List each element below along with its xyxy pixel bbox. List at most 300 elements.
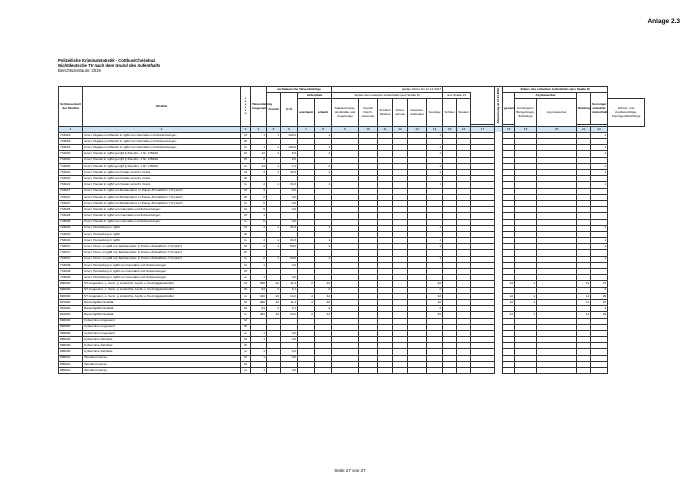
- table-cell: 1: [515, 312, 537, 318]
- table-cell: 100,0: [281, 145, 298, 151]
- header-sonstiger: Sonstiger erlaubter Aufenthalt: [591, 93, 608, 125]
- cell-straftat: Tatmittel Internet: [83, 368, 241, 374]
- table-cell: 2: [251, 157, 267, 163]
- cell-schluessel: 734647: [59, 256, 83, 262]
- table-cell: 1: [591, 238, 608, 244]
- cell-schluessel: 734622: [59, 170, 83, 176]
- table-cell: 33,3: [281, 170, 298, 176]
- table-cell: G: [241, 330, 251, 336]
- table-cell: 1: [267, 132, 281, 138]
- table-cell: 42: [427, 293, 443, 299]
- cell-straftat: Unerl. Handel in nglM von Kokain einschl. Crack: [83, 176, 241, 182]
- table-cell: M: [241, 355, 251, 361]
- table-cell: 11,4: [281, 281, 298, 287]
- column-number: 9: [332, 127, 359, 133]
- table-cell: G: [241, 200, 251, 206]
- header-status: Status des erlaubten Aufenthalts (aus Spalte 8): [503, 87, 608, 93]
- table-cell: M: [241, 188, 251, 194]
- table-cell: G: [241, 275, 251, 281]
- table-cell: 0,0: [281, 262, 298, 268]
- table-cell: [457, 368, 471, 374]
- header-anlass: Anlass des erlaubten Aufenthalts (aus Spalte 8): [332, 93, 443, 99]
- table-cell: M: [241, 151, 251, 157]
- table-cell: 2: [591, 306, 608, 312]
- table-cell: M: [241, 281, 251, 287]
- header-gueltig: gültige Werte bis 31.12.2017: [332, 87, 443, 93]
- table-cell: 44: [267, 293, 281, 299]
- statistics-table: [58, 86, 645, 374]
- table-cell: 12: [503, 281, 515, 287]
- table-cell: W: [241, 231, 251, 237]
- cell-schluessel: 734640: [59, 238, 83, 244]
- header-duldung: Duldung: [577, 93, 591, 125]
- table-cell: 0,0: [281, 275, 298, 281]
- table-cell: 0,0: [281, 200, 298, 206]
- table-cell: 29: [591, 312, 608, 318]
- header-tatverdaechtig: Tatverdächtig insgesamt: [251, 87, 267, 127]
- table-cell: [298, 368, 315, 374]
- cell-schluessel: 896000: [59, 318, 83, 324]
- cell-straftat: Unerl. Handel in nglM von Cannabis und Zubereitungen: [83, 219, 241, 225]
- column-number: 17: [471, 127, 495, 133]
- table-cell: 3,1: [281, 287, 298, 293]
- cell-schluessel: 734627: [59, 200, 83, 206]
- table-cell: 40: [427, 299, 443, 305]
- cell-schluessel: 734640: [59, 225, 83, 231]
- table-cell: 1: [267, 256, 281, 262]
- header-aus-spalte-11: aus Spalte 11: [443, 93, 471, 99]
- table-cell: 1: [251, 337, 267, 343]
- table-cell: 1: [315, 256, 332, 262]
- cell-straftat: Rauschgiftkriminalität: [83, 312, 241, 318]
- header-asylbewerber: Asylbewerber: [515, 93, 577, 99]
- column-number: 18: [503, 127, 515, 133]
- table-cell: 1: [427, 244, 443, 250]
- table-cell: [495, 368, 503, 374]
- cell-schluessel: 734618: [59, 132, 83, 138]
- cell-schluessel: 890000: [59, 281, 83, 287]
- table-cell: 33,3: [281, 225, 298, 231]
- table-cell: W: [241, 361, 251, 367]
- table-cell: 1: [267, 170, 281, 176]
- table-cell: 10,2: [281, 293, 298, 299]
- table-cell: 5: [251, 207, 267, 213]
- column-number: 12: [393, 127, 408, 133]
- header-abweichung: Abweichung ab 01.01.2018: [495, 87, 503, 127]
- cell-straftat: ST insgesamt, o. Verst. g. AufenthG, AsylG u. FreizügigkeitsG/EU: [83, 287, 241, 293]
- table-cell: G: [241, 145, 251, 151]
- table-cell: 0,0: [281, 194, 298, 200]
- table-cell: 100,0: [281, 132, 298, 138]
- table-cell: [315, 368, 332, 374]
- cell-straftat: Cybercrime-Tatmittel: [83, 343, 241, 349]
- table-cell: 1: [251, 275, 267, 281]
- table-cell: G: [241, 368, 251, 374]
- table-row: [59, 368, 645, 374]
- cell-straftat: Cybercrime insgesamt: [83, 324, 241, 330]
- cell-straftat: Rauschgiftkriminalität: [83, 299, 241, 305]
- table-cell: 1: [267, 225, 281, 231]
- table-cell: [515, 368, 537, 374]
- table-cell: [332, 368, 359, 374]
- table-cell: 1: [591, 132, 608, 138]
- table-cell: 1: [315, 151, 332, 157]
- cell-schluessel: 734620: [59, 163, 83, 169]
- table-cell: 1: [267, 182, 281, 188]
- table-cell: 2: [267, 287, 281, 293]
- table-cell: [427, 368, 443, 374]
- header-kontingent: Kontingent-/ Bürgerkriegs-flüchtlinge: [515, 99, 537, 127]
- table-cell: M: [241, 299, 251, 305]
- cell-straftat: Unerl. Abgabe und Besitz in nglM von Cannabis und Zubereitungen: [83, 145, 241, 151]
- table-cell: W: [241, 287, 251, 293]
- header-stationierung: Stationierungs-streitkräfte und Angehörige: [332, 99, 359, 127]
- column-number: 7: [298, 127, 315, 133]
- cell-straftat: Cybercrime-Tatmittel: [83, 349, 241, 355]
- table-cell: 1: [251, 132, 267, 138]
- table-cell: 11: [577, 312, 591, 318]
- header-schueler-student: Schüler/ Student: [378, 99, 393, 127]
- table-cell: W: [241, 157, 251, 163]
- header-erlaubt: erlaubt: [315, 99, 332, 127]
- table-cell: 0,0: [281, 349, 298, 355]
- table-cell: 1: [591, 170, 608, 176]
- table-cell: 2: [315, 287, 332, 293]
- column-number: 10: [359, 127, 378, 133]
- table-cell: 1: [591, 244, 608, 250]
- cell-straftat: Cybercrime-Tatmittel: [83, 337, 241, 343]
- table-cell: 40: [427, 281, 443, 287]
- table-cell: 432: [251, 312, 267, 318]
- table-cell: 1: [251, 355, 267, 361]
- cell-straftat: Unerl. Herst. in nglM von Methamphet. in Pulver-/Kristallform ("Crystal"): [83, 244, 241, 250]
- cell-schluessel: 734618: [59, 139, 83, 145]
- table-cell: 2: [251, 244, 267, 250]
- table-cell: 0,0: [281, 330, 298, 336]
- table-cell: 12: [503, 312, 515, 318]
- table-cell: 27: [591, 281, 608, 287]
- table-cell: 1: [427, 256, 443, 262]
- cell-schluessel: 896000: [59, 324, 83, 330]
- cell-schluessel: 734628: [59, 219, 83, 225]
- table-cell: 1: [427, 170, 443, 176]
- column-number: 21: [577, 127, 591, 133]
- table-cell: 1: [267, 238, 281, 244]
- column-number: 14: [427, 127, 443, 133]
- cell-straftat: Unerl. Abgabe und Besitz in nglM von Cannabis und Zubereitungen: [83, 139, 241, 145]
- table-cell: 0,0: [281, 157, 298, 163]
- table-cell: 1: [591, 256, 608, 262]
- table-cell: W: [241, 343, 251, 349]
- table-cell: [359, 368, 378, 374]
- table-cell: G: [241, 312, 251, 318]
- cell-straftat: Unerl. Herstellung in nglM: [83, 231, 241, 237]
- header-nichtdeutsche: nichtdeutsche Tatverdächtige: [267, 87, 332, 93]
- cell-schluessel: 734628: [59, 207, 83, 213]
- table-cell: 1: [427, 145, 443, 151]
- report-header: [58, 58, 160, 74]
- cell-schluessel: 734618: [59, 145, 83, 151]
- table-cell: 3,1: [281, 306, 298, 312]
- table-cell: W: [241, 139, 251, 145]
- table-cell: 1: [427, 163, 443, 169]
- table-cell: 42: [315, 293, 332, 299]
- cell-straftat: Unerl. Handel in nglM mit Methamphet. in Pulver-/Kristallform ("Crystal"): [83, 188, 241, 194]
- table-cell: 1: [315, 163, 332, 169]
- table-cell: 1: [251, 368, 267, 374]
- table-cell: 64: [251, 306, 267, 312]
- table-cell: 2: [298, 281, 315, 287]
- column-number: 4: [251, 127, 267, 133]
- table-cell: 0,0: [281, 337, 298, 343]
- table-cell: 42: [267, 299, 281, 305]
- table-cell: [537, 368, 577, 374]
- table-cell: 2: [591, 287, 608, 293]
- cell-straftat: Unerl. Handel in nglM von Kokain einschl. Crack: [83, 170, 241, 176]
- table-cell: 1: [427, 182, 443, 188]
- cell-straftat: Unerl. Herst. in nglM von Methamphet. in Pulver-/Kristallform ("Crystal"): [83, 256, 241, 262]
- cell-straftat: Unerl. Handel in nglM mit Methamphet. in Pulver-/Kristallform ("Crystal"): [83, 194, 241, 200]
- table-cell: 1: [427, 151, 443, 157]
- table-cell: 12: [503, 293, 515, 299]
- table-cell: 432: [251, 293, 267, 299]
- cell-schluessel: 896200: [59, 349, 83, 355]
- table-cell: 40: [315, 299, 332, 305]
- column-number: 8: [315, 127, 332, 133]
- table-cell: 1: [515, 293, 537, 299]
- table-cell: 1: [267, 151, 281, 157]
- table-cell: 33,3: [281, 182, 298, 188]
- table-cell: 2: [298, 299, 315, 305]
- cell-straftat: Unerl. Handel in nglM von Cannabis und Zubereitungen: [83, 207, 241, 213]
- cell-straftat: Tatmittel Internet: [83, 361, 241, 367]
- table-cell: 1: [591, 225, 608, 231]
- table-cell: 29: [591, 293, 608, 299]
- column-number: 16: [457, 127, 471, 133]
- column-number: 2: [83, 127, 241, 133]
- column-number: 20: [537, 127, 577, 133]
- cell-straftat: Unerl. Handel in nglM mit Methamphet. in Pulver-/Kristallform ("Crystal"): [83, 200, 241, 206]
- table-cell: 27: [591, 299, 608, 305]
- table-cell: 7,1: [281, 163, 298, 169]
- cell-schluessel: 734620: [59, 151, 83, 157]
- table-cell: G: [241, 238, 251, 244]
- cell-schluessel: 891000: [59, 299, 83, 305]
- cell-schluessel: 734647: [59, 250, 83, 256]
- column-number: 19: [515, 127, 537, 133]
- cell-straftat: Unerl. Herstellung in nglM von Cannabis und Zubereitungen: [83, 275, 241, 281]
- cell-straftat: Unerl. Handel in nglM gem§3 § 29a Abs. 1 Nr. 2 BtMG: [83, 151, 241, 157]
- column-number: 5: [267, 127, 281, 133]
- table-cell: M: [241, 262, 251, 268]
- table-cell: 1: [427, 132, 443, 138]
- cell-schluessel: 896210: [59, 368, 83, 374]
- table-cell: 1: [251, 145, 267, 151]
- table-cell: 0,0: [281, 188, 298, 194]
- column-number: 13: [408, 127, 427, 133]
- table-cell: 368: [251, 281, 267, 287]
- table-cell: 1: [251, 213, 267, 219]
- cell-straftat: Unerl. Herstellung in nglM: [83, 225, 241, 231]
- header-gesamt: gesamt: [503, 93, 515, 125]
- column-number: 22: [591, 127, 608, 133]
- table-cell: 10,2: [281, 312, 298, 318]
- header-straftat: Straftat: [83, 87, 241, 127]
- table-cell: 11,4: [281, 299, 298, 305]
- table-cell: G: [241, 182, 251, 188]
- header-aufenthalt: Aufenthalt: [298, 93, 332, 99]
- table-cell: 42: [315, 312, 332, 318]
- table-cell: 1: [591, 182, 608, 188]
- cell-schluessel: 891000: [59, 312, 83, 318]
- cell-schluessel: 891000: [59, 306, 83, 312]
- cell-straftat: Tatmittel Internet: [83, 355, 241, 361]
- cell-schluessel: 734648: [59, 275, 83, 281]
- table-cell: 3: [251, 238, 267, 244]
- cell-straftat: Unerl. Herst. in nglM von Methamphet. in Pulver-/Kristallform ("Crystal"): [83, 250, 241, 256]
- header-asyl-bewerber: Asyl-bewerber: [537, 99, 577, 127]
- table-cell: [393, 368, 408, 374]
- table-cell: 1: [515, 299, 537, 305]
- cell-schluessel: 734640: [59, 231, 83, 237]
- table-cell: 1: [251, 330, 267, 336]
- cell-straftat: Unerl. Herstellung in nglM: [83, 238, 241, 244]
- table-cell: 2: [298, 293, 315, 299]
- table-cell: 0,0: [281, 368, 298, 374]
- table-cell: 50,0: [281, 244, 298, 250]
- table-cell: 1: [267, 163, 281, 169]
- table-cell: 14: [251, 163, 267, 169]
- table-cell: 3: [251, 182, 267, 188]
- cell-schluessel: 896200: [59, 343, 83, 349]
- header-anzahl: Anzahl: [267, 93, 281, 127]
- table-cell: 12: [503, 299, 515, 305]
- table-cell: 11: [577, 281, 591, 287]
- table-cell: W: [241, 306, 251, 312]
- header-gewerbe: Gewerbe-treibender: [408, 99, 427, 127]
- table-cell: M: [241, 337, 251, 343]
- column-number: 1: [59, 127, 83, 133]
- table-body: [59, 132, 645, 373]
- cell-schluessel: 734620: [59, 157, 83, 163]
- table-cell: 0,0: [281, 219, 298, 225]
- header-unerlaubt: unerlaubt: [298, 99, 315, 127]
- table-cell: 1: [427, 238, 443, 244]
- cell-schluessel: 890000: [59, 287, 83, 293]
- table-cell: M: [241, 225, 251, 231]
- report-subtitle: Nichtdeutsche TV nach dem Grund des Aufenthalts: [58, 63, 161, 69]
- table-cell: 1: [591, 163, 608, 169]
- table-cell: G: [241, 349, 251, 355]
- table-cell: 2: [315, 306, 332, 312]
- column-number: 15: [443, 127, 457, 133]
- cell-schluessel: 734622: [59, 182, 83, 188]
- header-svu: s v u s v u: [241, 87, 251, 127]
- cell-straftat: Unerl. Abgabe und Besitz in nglM von Cannabis und Zubereitungen: [83, 132, 241, 138]
- table-cell: 1: [315, 225, 332, 231]
- table-cell: 1: [315, 182, 332, 188]
- cell-schluessel: 734648: [59, 269, 83, 275]
- header-tourist: Tourist/ Durch-reisender: [359, 99, 378, 127]
- table-cell: [577, 368, 591, 374]
- table-cell: 2: [267, 306, 281, 312]
- cell-straftat: Rauschgiftkriminalität: [83, 306, 241, 312]
- table-cell: 1: [591, 145, 608, 151]
- table-cell: [471, 368, 495, 374]
- table-cell: G: [241, 256, 251, 262]
- table-cell: M: [241, 244, 251, 250]
- cell-straftat: Cybercrime insgesamt: [83, 318, 241, 324]
- cell-schluessel: 734622: [59, 176, 83, 182]
- cell-schluessel: 896210: [59, 355, 83, 361]
- header-schutz: Schutz- und Asylberechtigte, Kontingentflüchtlinge: [608, 99, 645, 127]
- cell-schluessel: 734648: [59, 262, 83, 268]
- table-cell: M: [241, 207, 251, 213]
- table-cell: W: [241, 250, 251, 256]
- table-cell: 0,0: [281, 355, 298, 361]
- page-footer: Seite 27 von 27: [334, 468, 366, 473]
- header-prozent: in %: [281, 93, 298, 127]
- cell-straftat: Unerl. Handel in nglM von Cannabis und Zubereitungen: [83, 213, 241, 219]
- table-cell: 4: [251, 188, 267, 194]
- table-cell: W: [241, 194, 251, 200]
- table-cell: [378, 368, 393, 374]
- table-cell: 1: [251, 262, 267, 268]
- table-cell: 1: [315, 238, 332, 244]
- table-cell: 1: [315, 244, 332, 250]
- table-cell: G: [241, 163, 251, 169]
- table-cell: W: [241, 269, 251, 275]
- table-cell: 6: [251, 200, 267, 206]
- table-cell: 1: [427, 225, 443, 231]
- column-number: 6: [281, 127, 298, 133]
- table-cell: 1: [267, 145, 281, 151]
- header-arbeitnehmer: Arbeit-nehmer: [393, 99, 408, 127]
- table-cell: 1: [315, 170, 332, 176]
- table-cell: 11: [577, 299, 591, 305]
- table-cell: 1: [515, 281, 537, 287]
- table-cell: 1: [267, 244, 281, 250]
- cell-schluessel: 896200: [59, 337, 83, 343]
- table-cell: 42: [267, 281, 281, 287]
- table-cell: 1: [251, 349, 267, 355]
- table-cell: 44: [267, 312, 281, 318]
- cell-schluessel: 734627: [59, 194, 83, 200]
- table-cell: 64: [251, 287, 267, 293]
- cell-schluessel: 734628: [59, 213, 83, 219]
- cell-straftat: Unerl. Herstellung in nglM von Cannabis und Zubereitungen: [83, 269, 241, 275]
- table-cell: 8,3: [281, 151, 298, 157]
- cell-straftat: Unerl. Handel in nglM gem§3 § 29a Abs. 1 Nr. 2 BtMG: [83, 157, 241, 163]
- table-cell: W: [241, 213, 251, 219]
- cell-schluessel: 734627: [59, 188, 83, 194]
- table-cell: 1: [591, 151, 608, 157]
- report-period: Berichtszeitraum: 2019: [58, 68, 101, 74]
- annex-label: Anlage 2.3: [647, 18, 680, 25]
- table-cell: 0,0: [281, 207, 298, 213]
- table-cell: 50,0: [281, 256, 298, 262]
- table-cell: 368: [251, 299, 267, 305]
- column-number: 11: [378, 127, 393, 133]
- table-cell: 2: [251, 256, 267, 262]
- column-number: 3: [241, 127, 251, 133]
- cell-straftat: Unerl. Handel in nglM von Kokain einschl. Crack: [83, 182, 241, 188]
- header-sonstige: Sonstige: [427, 99, 443, 127]
- table-cell: M: [241, 170, 251, 176]
- table-cell: 1: [315, 145, 332, 151]
- table-cell: 40: [315, 281, 332, 287]
- table-cell: 2: [427, 306, 443, 312]
